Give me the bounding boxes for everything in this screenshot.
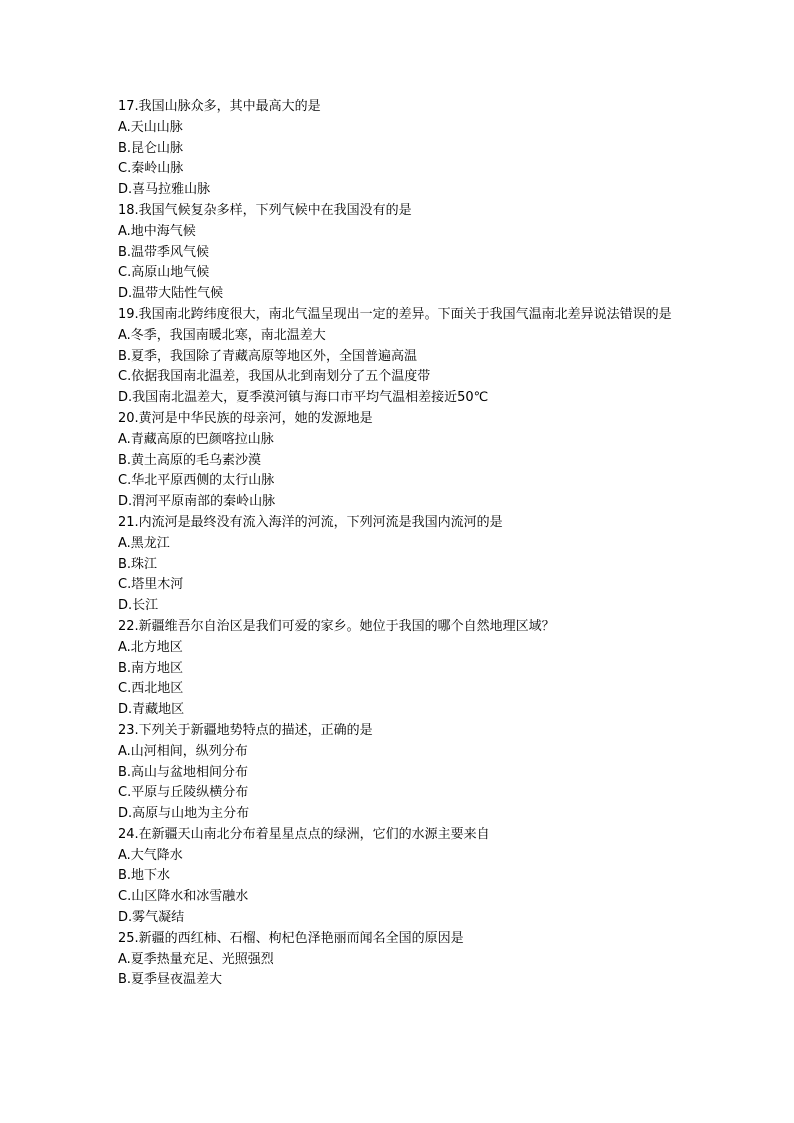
option-a: A.地中海气候 [118, 223, 196, 239]
question-stem: 22.新疆维吾尔自治区是我们可爱的家乡。她位于我国的哪个自然地理区域？ [118, 618, 555, 634]
question-stem: 25.新疆的西红柿、石榴、枸杞色泽艳丽而闻名全国的原因是 [118, 930, 464, 946]
option-c: C.塔里木河 [118, 577, 184, 593]
option-b: B.夏季昼夜温差大 [118, 972, 223, 988]
option-b: B.夏季，我国除了青藏高原等地区外，全国普遍高温 [118, 348, 418, 364]
question-list [118, 97, 698, 991]
option-b: B.昆仑山脉 [118, 140, 184, 156]
question-stem: 23.下列关于新疆地势特点的描述，正确的是 [118, 722, 373, 738]
option-d: D.高原与山地为主分布 [118, 806, 250, 822]
question-stem: 20.黄河是中华民族的母亲河，她的发源地是 [118, 410, 373, 426]
option-b: B.珠江 [118, 556, 158, 572]
option-a: A.山河相间，纵列分布 [118, 743, 248, 759]
option-d: D.渭河平原南部的秦岭山脉 [118, 494, 276, 510]
option-c: C.华北平原西侧的太行山脉 [118, 473, 275, 489]
option-a: A.大气降水 [118, 847, 183, 863]
question-18 [118, 201, 698, 305]
option-a: A.夏季热量充足、光照强烈 [118, 951, 274, 967]
option-c: C.山区降水和冰雪融水 [118, 889, 249, 905]
question-stem: 24.在新疆天山南北分布着星星点点的绿洲，它们的水源主要来自 [118, 826, 490, 842]
option-d: D.雾气凝结 [118, 910, 185, 926]
question-20 [118, 409, 698, 513]
option-c: C.秦岭山脉 [118, 161, 184, 177]
option-d: D.我国南北温差大，夏季漠河镇与海口市平均气温相差接近50℃ [118, 390, 489, 406]
question-25 [118, 929, 698, 991]
option-a: A.北方地区 [118, 639, 183, 655]
option-c: C.高原山地气候 [118, 265, 210, 281]
question-stem: 21.内流河是最终没有流入海洋的河流，下列河流是我国内流河的是 [118, 514, 503, 530]
option-a: A.冬季，我国南暖北寒，南北温差大 [118, 327, 326, 343]
option-d: D.长江 [118, 598, 159, 614]
question-stem: 17.我国山脉众多，其中最高大的是 [118, 99, 321, 114]
option-c: C.依据我国南北温差，我国从北到南划分了五个温度带 [118, 369, 431, 385]
question-22 [118, 617, 698, 721]
option-a: A.黑龙江 [118, 535, 170, 551]
option-c: C.西北地区 [118, 681, 184, 697]
option-b: B.地下水 [118, 868, 171, 884]
option-b: B.温带季风气候 [118, 244, 210, 260]
question-23 [118, 721, 698, 825]
option-d: D.青藏地区 [118, 702, 185, 718]
option-a: A.青藏高原的巴颜喀拉山脉 [118, 431, 274, 447]
option-a: A.天山山脉 [118, 119, 183, 135]
option-b: B.黄土高原的毛乌素沙漠 [118, 452, 262, 468]
option-d: D.喜马拉雅山脉 [118, 182, 211, 198]
question-19 [118, 305, 698, 409]
option-d: D.温带大陆性气候 [118, 286, 224, 302]
option-b: B.高山与盆地相间分布 [118, 764, 249, 780]
option-c: C.平原与丘陵纵横分布 [118, 785, 249, 801]
question-stem: 18.我国气候复杂多样，下列气候中在我国没有的是 [118, 202, 412, 218]
question-24 [118, 825, 698, 929]
question-21 [118, 513, 698, 617]
question-17 [118, 97, 698, 201]
option-b: B.南方地区 [118, 660, 184, 676]
question-stem: 19.我国南北跨纬度很大，南北气温呈现出一定的差异。下面关于我国气温南北差异说法错误的是 [118, 306, 672, 322]
